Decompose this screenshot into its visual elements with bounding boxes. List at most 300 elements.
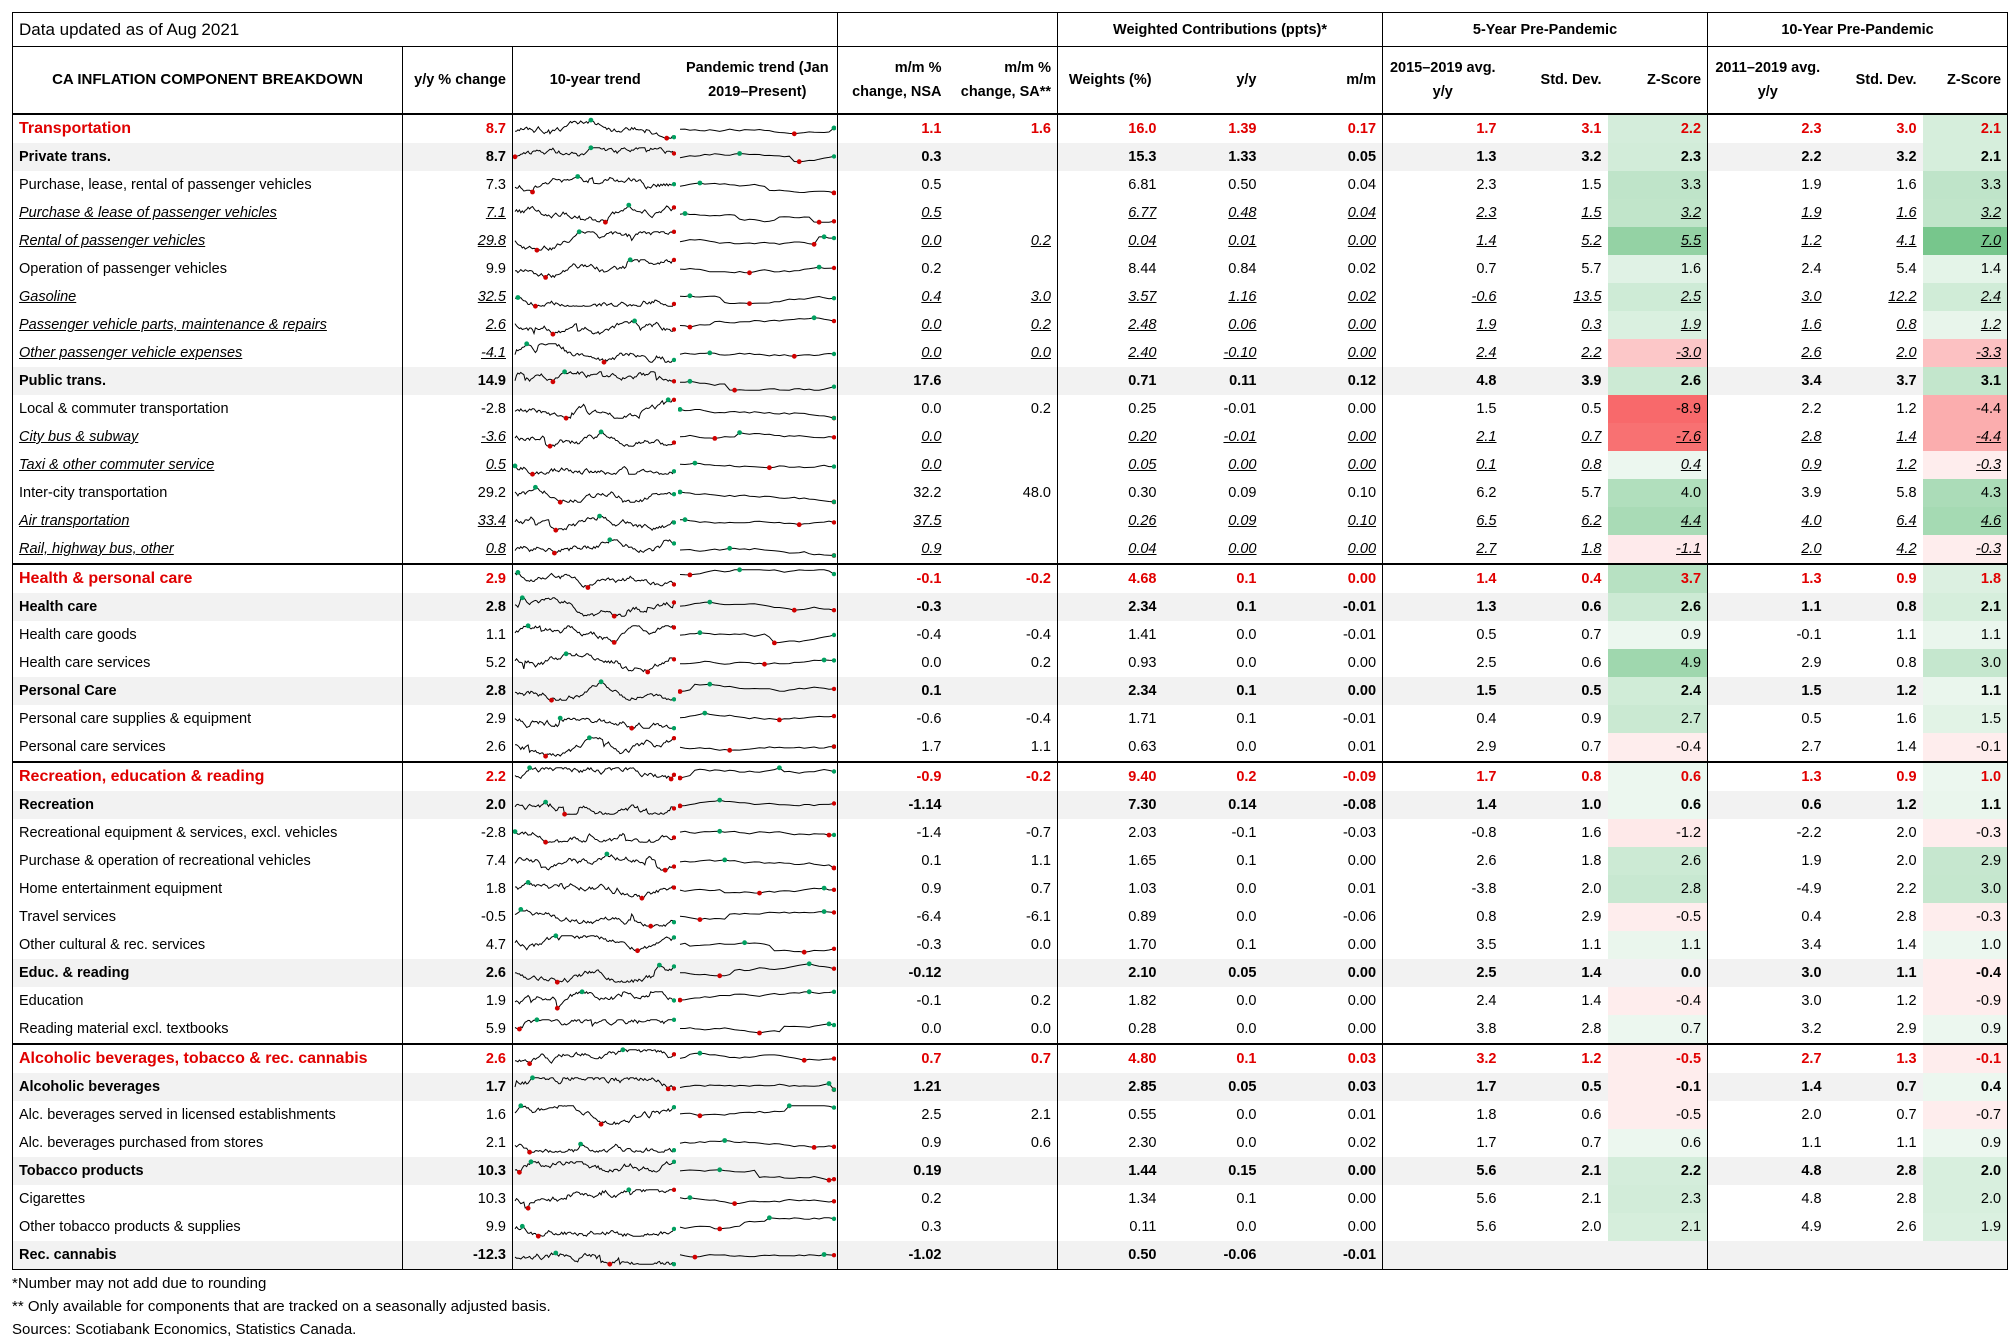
yy-change: 32.5 xyxy=(403,283,513,311)
weight: 15.3 xyxy=(1058,143,1163,171)
table-row xyxy=(13,227,2008,255)
z-score-10y: -3.3 xyxy=(1923,339,2008,367)
avg-10y: 0.9 xyxy=(1801,457,1822,473)
mm-sa: 0.2 xyxy=(948,395,1058,423)
z-score-10y: 7.0 xyxy=(1923,227,2008,255)
ten-year-trend xyxy=(513,649,678,677)
table-row xyxy=(13,114,2008,143)
mm-sa: 0.0 xyxy=(948,931,1058,959)
pandemic-trend xyxy=(678,1129,838,1157)
weighted-contributions-header: Weighted Contributions (ppts)* xyxy=(1058,13,1383,47)
table-row xyxy=(13,479,2008,507)
pandemic-trend xyxy=(678,677,838,705)
z-score-5y: 1.1 xyxy=(1608,931,1708,959)
z-score-10y: 3.0 xyxy=(1923,875,2008,903)
avg-5y: 2.5 xyxy=(1383,959,1503,987)
std-5y: 2.9 xyxy=(1581,909,1602,925)
z-score-5y: -0.5 xyxy=(1608,1044,1708,1073)
mm-nsa: 0.5 xyxy=(921,205,942,221)
contrib-mm: 0.03 xyxy=(1263,1044,1383,1073)
component-name: Other passenger vehicle expenses xyxy=(13,339,403,367)
ten-year-trend xyxy=(513,311,678,339)
z-score-5y: 2.2 xyxy=(1608,114,1708,143)
yy-change: 2.6 xyxy=(403,959,513,987)
avg-10y: 3.2 xyxy=(1801,1021,1822,1037)
weight: 1.65 xyxy=(1128,853,1157,869)
std-5y: 13.5 xyxy=(1573,289,1602,305)
avg-5y: 1.8 xyxy=(1476,1107,1497,1123)
mm-nsa: -0.3 xyxy=(916,937,942,953)
contrib-mm: 0.01 xyxy=(1263,733,1383,762)
std-10y: 0.8 xyxy=(1896,317,1917,333)
mm-nsa: 0.0 xyxy=(921,317,942,333)
z-score-5y: 2.6 xyxy=(1608,367,1708,395)
avg-10y: 1.4 xyxy=(1708,1073,1828,1101)
z-score-5y: 3.7 xyxy=(1608,564,1708,593)
weight: 0.04 xyxy=(1128,541,1157,557)
pandemic-trend xyxy=(678,171,838,199)
ten-year-trend xyxy=(513,762,678,791)
std-10y: 4.2 xyxy=(1896,541,1917,557)
component-name: Alc. beverages purchased from stores xyxy=(13,1129,403,1157)
contrib-mm: 0.04 xyxy=(1263,171,1383,199)
table-row xyxy=(13,819,2008,847)
std-10y: 3.2 xyxy=(1828,143,1923,171)
avg-10y: 1.9 xyxy=(1801,205,1822,221)
std-5y: 1.5 xyxy=(1581,177,1602,193)
ten-year-trend xyxy=(513,564,678,593)
component-name: Private trans. xyxy=(13,143,403,171)
contrib-yy: 0.14 xyxy=(1163,791,1263,819)
contrib-yy: 1.39 xyxy=(1228,121,1257,137)
mm-sa xyxy=(948,171,1058,199)
avg-10y: 3.0 xyxy=(1801,993,1822,1009)
std-10y: 1.2 xyxy=(1828,791,1923,819)
contrib-mm: -0.01 xyxy=(1263,1241,1383,1270)
mm-nsa: -0.3 xyxy=(838,593,948,621)
contrib-mm: 0.00 xyxy=(1263,311,1383,339)
table-row xyxy=(13,621,2008,649)
std-5y: 5.7 xyxy=(1581,485,1602,501)
mm-nsa: -1.02 xyxy=(838,1241,948,1270)
std-10y: 2.8 xyxy=(1896,1191,1917,1207)
std-5y: 0.6 xyxy=(1581,1107,1602,1123)
mm-sa: -0.2 xyxy=(948,762,1058,791)
ten-year-trend xyxy=(513,705,678,733)
pandemic-trend xyxy=(678,931,838,959)
avg-5y: 1.7 xyxy=(1383,762,1503,791)
pandemic-trend xyxy=(678,1044,838,1073)
std-5y: 0.5 xyxy=(1503,677,1608,705)
pandemic-trend xyxy=(678,283,838,311)
std-10y xyxy=(1828,1241,1923,1270)
weight: 0.30 xyxy=(1128,485,1157,501)
std-5y: 6.2 xyxy=(1581,513,1602,529)
mm-nsa: -0.1 xyxy=(838,564,948,593)
std-10y: 2.0 xyxy=(1896,345,1917,361)
weight: 4.68 xyxy=(1058,564,1163,593)
yy-change: 9.9 xyxy=(403,1213,513,1241)
std-5y: 2.8 xyxy=(1581,1021,1602,1037)
avg-5y: 0.5 xyxy=(1476,627,1497,643)
component-header: CA INFLATION COMPONENT BREAKDOWN xyxy=(13,47,403,115)
ten-year-trend xyxy=(513,227,678,255)
avg-10y: 1.2 xyxy=(1801,233,1822,249)
avg-10y: -4.9 xyxy=(1796,881,1822,897)
weight: 2.03 xyxy=(1128,825,1157,841)
table-row xyxy=(13,451,2008,479)
yy-change: 1.1 xyxy=(403,621,513,649)
std-5y: 1.4 xyxy=(1503,959,1608,987)
mm-nsa: 2.5 xyxy=(921,1107,942,1123)
pandemic-trend xyxy=(678,1073,838,1101)
z-score-5y: 0.0 xyxy=(1608,959,1708,987)
z-score-10y: 4.3 xyxy=(1923,479,2008,507)
ten-year-trend xyxy=(513,507,678,535)
yy-change: -0.5 xyxy=(403,903,513,931)
z-score-10y: -0.1 xyxy=(1923,1044,2008,1073)
ten-year-trend xyxy=(513,1185,678,1213)
table-row xyxy=(13,931,2008,959)
contrib-mm: 0.00 xyxy=(1263,227,1383,255)
weight: 2.34 xyxy=(1058,593,1163,621)
pandemic-trend xyxy=(678,1213,838,1241)
z-score-10y: -4.4 xyxy=(1923,395,2008,423)
std-10y: 2.6 xyxy=(1896,1219,1917,1235)
avg-5y: 1.7 xyxy=(1476,121,1497,137)
avg-10y: 1.6 xyxy=(1801,317,1822,333)
weight: 0.05 xyxy=(1128,457,1157,473)
ten-year-trend xyxy=(513,479,678,507)
z-score-10y: 1.8 xyxy=(1923,564,2008,593)
mm-sa xyxy=(948,255,1058,283)
z-score-10y: 2.1 xyxy=(1923,114,2008,143)
contrib-mm: 0.00 xyxy=(1263,564,1383,593)
avg-5y: 1.7 xyxy=(1476,1135,1497,1151)
contrib-mm: -0.01 xyxy=(1263,593,1383,621)
yy-change: 2.8 xyxy=(403,593,513,621)
z-score-5y: -0.4 xyxy=(1608,987,1708,1015)
std-10y: 1.2 xyxy=(1828,677,1923,705)
component-name: Recreation, education & reading xyxy=(13,762,403,791)
z-score-10y: 2.9 xyxy=(1923,847,2008,875)
std-10y: 1.2 xyxy=(1896,401,1917,417)
ten-year-trend xyxy=(513,1073,678,1101)
mm-nsa: 0.7 xyxy=(838,1044,948,1073)
mm-nsa: -0.12 xyxy=(838,959,948,987)
pandemic-trend xyxy=(678,847,838,875)
std-5y: 0.9 xyxy=(1581,711,1602,727)
z-score-10y: -0.4 xyxy=(1923,959,2008,987)
avg-10y: 4.8 xyxy=(1708,1157,1828,1185)
mm-sa: -0.7 xyxy=(948,819,1058,847)
pandemic-trend xyxy=(678,762,838,791)
avg-10y: 2.0 xyxy=(1801,541,1822,557)
mm-sa: 0.2 xyxy=(948,311,1058,339)
contrib-mm: 0.00 xyxy=(1263,1185,1383,1213)
pandemic-trend xyxy=(678,367,838,395)
mm-sa xyxy=(948,199,1058,227)
contrib-yy: 0.0 xyxy=(1236,1107,1257,1123)
ten-year-trend xyxy=(513,339,678,367)
weight: 2.48 xyxy=(1128,317,1157,333)
z-score-5y: 0.7 xyxy=(1608,1015,1708,1044)
z-score-5y: 1.9 xyxy=(1608,311,1708,339)
contrib-yy: -0.06 xyxy=(1163,1241,1263,1270)
pandemic-trend xyxy=(678,507,838,535)
weight: 7.30 xyxy=(1058,791,1163,819)
avg-5y: 4.8 xyxy=(1383,367,1503,395)
component-name: Rental of passenger vehicles xyxy=(13,227,403,255)
mm-sa xyxy=(948,1185,1058,1213)
table-row xyxy=(13,395,2008,423)
ten-year-trend-header: 10-year trend xyxy=(549,72,641,88)
avg-10y: 1.9 xyxy=(1801,177,1822,193)
component-name: Personal care supplies & equipment xyxy=(13,705,403,733)
std-5y: 0.7 xyxy=(1581,627,1602,643)
avg-5y: 0.8 xyxy=(1476,909,1497,925)
weight: 16.0 xyxy=(1128,121,1157,137)
component-name: Cigarettes xyxy=(13,1185,403,1213)
contrib-yy: 0.00 xyxy=(1228,541,1257,557)
yy-change: 1.8 xyxy=(403,875,513,903)
component-name: Recreational equipment & services, excl. vehicles xyxy=(13,819,403,847)
mm-nsa: -1.14 xyxy=(838,791,948,819)
mm-sa xyxy=(948,535,1058,564)
table-row xyxy=(13,423,2008,451)
std-10y: 2.9 xyxy=(1896,1021,1917,1037)
contrib-mm: -0.01 xyxy=(1263,621,1383,649)
component-name: Recreation xyxy=(13,791,403,819)
std-10y: 2.0 xyxy=(1896,825,1917,841)
avg-5y: 0.1 xyxy=(1476,457,1497,473)
z-score-10y: -0.9 xyxy=(1923,987,2008,1015)
ten-year-trend xyxy=(513,395,678,423)
avg-5y: 2.6 xyxy=(1476,853,1497,869)
pandemic-trend xyxy=(678,143,838,171)
yy-change: 2.2 xyxy=(403,762,513,791)
mm-nsa: 0.0 xyxy=(921,457,942,473)
mm-nsa: -0.9 xyxy=(838,762,948,791)
contrib-mm: 0.00 xyxy=(1263,987,1383,1015)
avg-5y: 2.7 xyxy=(1476,541,1497,557)
component-name: Home entertainment equipment xyxy=(13,875,403,903)
yy-change: 1.9 xyxy=(403,987,513,1015)
yy-change: 2.0 xyxy=(403,791,513,819)
z-score-5y: 0.9 xyxy=(1608,621,1708,649)
std-10y: 12.2 xyxy=(1888,289,1917,305)
avg-5y: 1.4 xyxy=(1383,791,1503,819)
yy-change: 8.7 xyxy=(403,114,513,143)
ten-year-trend xyxy=(513,875,678,903)
avg-5y: 1.9 xyxy=(1476,317,1497,333)
component-name: Gasoline xyxy=(13,283,403,311)
table-row xyxy=(13,1015,2008,1044)
ten-year-trend xyxy=(513,1241,678,1270)
avg-5y: 2.3 xyxy=(1476,205,1497,221)
std-10y: 4.1 xyxy=(1896,233,1917,249)
mm-sa xyxy=(948,677,1058,705)
avg-5y: 1.7 xyxy=(1383,1073,1503,1101)
avg-5y: -3.8 xyxy=(1471,881,1497,897)
table-row xyxy=(13,959,2008,987)
z-score-10y: 1.0 xyxy=(1923,931,2008,959)
contrib-yy: 0.00 xyxy=(1228,457,1257,473)
z-score-10y: -0.3 xyxy=(1923,819,2008,847)
ten-year-trend xyxy=(513,1213,678,1241)
mm-nsa: 0.3 xyxy=(921,1219,942,1235)
contrib-yy: 0.1 xyxy=(1236,711,1257,727)
footnote-rounding: *Number may not add due to rounding xyxy=(12,1275,267,1292)
std-5y: 0.7 xyxy=(1581,1135,1602,1151)
z-score-5y: 2.3 xyxy=(1608,143,1708,171)
contrib-yy: 0.11 xyxy=(1163,367,1263,395)
contrib-yy: 0.0 xyxy=(1236,909,1257,925)
std-10y: 2.0 xyxy=(1896,853,1917,869)
avg-5y: 6.5 xyxy=(1476,513,1497,529)
avg-5y: 5.6 xyxy=(1476,1191,1497,1207)
mm-nsa: 0.9 xyxy=(921,541,942,557)
avg-10y: 2.4 xyxy=(1801,261,1822,277)
z-score-10y: 2.1 xyxy=(1923,143,2008,171)
contrib-yy: 0.1 xyxy=(1163,593,1263,621)
component-name: Purchase & lease of passenger vehicles xyxy=(13,199,403,227)
avg-5y: 0.7 xyxy=(1476,261,1497,277)
footnotes xyxy=(12,1272,2007,1341)
avg-10y: 2.2 xyxy=(1801,401,1822,417)
contrib-yy: 0.0 xyxy=(1236,1219,1257,1235)
mm-sa xyxy=(948,1157,1058,1185)
avg-5y: 2.9 xyxy=(1476,739,1497,755)
avg-10y: -2.2 xyxy=(1796,825,1822,841)
avg-5y: 2.4 xyxy=(1476,993,1497,1009)
avg-10y: 4.9 xyxy=(1801,1219,1822,1235)
contrib-mm: 0.00 xyxy=(1263,395,1383,423)
contrib-yy: -0.01 xyxy=(1223,429,1257,445)
contrib-mm: 0.05 xyxy=(1263,143,1383,171)
weight: 2.10 xyxy=(1058,959,1163,987)
contrib-mm: -0.06 xyxy=(1263,903,1383,931)
ten-year-trend xyxy=(513,1157,678,1185)
avg-10y: 1.3 xyxy=(1708,564,1828,593)
std-5y xyxy=(1503,1241,1608,1270)
mm-sa: -0.4 xyxy=(948,621,1058,649)
contrib-mm: 0.03 xyxy=(1263,1073,1383,1101)
avg-10y: 4.8 xyxy=(1801,1191,1822,1207)
std-5y: 3.1 xyxy=(1581,121,1602,137)
mm-nsa: 1.21 xyxy=(838,1073,948,1101)
z-score-5y: -8.9 xyxy=(1608,395,1708,423)
std-5y: 0.5 xyxy=(1581,401,1602,417)
component-name: Health & personal care xyxy=(13,564,403,593)
mm-sa xyxy=(948,1213,1058,1241)
contrib-yy: 0.1 xyxy=(1236,1191,1257,1207)
mm-sa: 0.7 xyxy=(948,1044,1058,1073)
contrib-yy: 0.1 xyxy=(1163,564,1263,593)
std-10y: 0.9 xyxy=(1828,762,1923,791)
z-score-10y: 2.4 xyxy=(1923,283,2008,311)
component-name: Travel services xyxy=(13,903,403,931)
std-5y-header: Std. Dev. xyxy=(1540,72,1602,88)
mm-nsa: -0.6 xyxy=(916,711,942,727)
avg-5y-header: 2015–2019 avg. y/y xyxy=(1389,60,1496,100)
table-row xyxy=(13,677,2008,705)
avg-5y: 1.4 xyxy=(1383,564,1503,593)
contrib-yy: 0.84 xyxy=(1228,261,1257,277)
component-name: Reading material excl. textbooks xyxy=(13,1015,403,1044)
contrib-yy: 0.0 xyxy=(1236,881,1257,897)
z-score-10y: 1.9 xyxy=(1923,1213,2008,1241)
std-10y: 1.4 xyxy=(1896,429,1917,445)
avg-5y: 2.3 xyxy=(1476,177,1497,193)
mm-nsa: 0.1 xyxy=(921,853,942,869)
weight: 0.93 xyxy=(1128,655,1157,671)
avg-10y: 1.1 xyxy=(1801,1135,1822,1151)
weight: 1.41 xyxy=(1128,627,1157,643)
avg-10y: -0.1 xyxy=(1796,627,1822,643)
contrib-mm: 0.10 xyxy=(1263,507,1383,535)
z-score-10y: 3.3 xyxy=(1923,171,2008,199)
yy-change: 2.6 xyxy=(403,733,513,762)
mm-sa: 48.0 xyxy=(948,479,1058,507)
avg-5y: 0.4 xyxy=(1476,711,1497,727)
mm-nsa: 0.0 xyxy=(921,401,942,417)
weight: 0.28 xyxy=(1128,1021,1157,1037)
yy-change: 33.4 xyxy=(403,507,513,535)
avg-5y: 2.5 xyxy=(1476,655,1497,671)
weight: 0.04 xyxy=(1128,233,1157,249)
ten-year-trend xyxy=(513,931,678,959)
contrib-yy: 1.16 xyxy=(1228,289,1257,305)
weights-header: Weights (%) xyxy=(1068,72,1152,88)
yy-change: 0.8 xyxy=(403,535,513,564)
pandemic-trend xyxy=(678,621,838,649)
std-5y: 1.1 xyxy=(1581,937,1602,953)
contrib-yy: 0.0 xyxy=(1236,627,1257,643)
std-10y: 1.6 xyxy=(1896,205,1917,221)
pandemic-trend xyxy=(678,479,838,507)
contrib-mm: 0.00 xyxy=(1263,451,1383,479)
avg-5y: -0.8 xyxy=(1471,825,1497,841)
pandemic-trend-header: Pandemic trend (Jan 2019–Present) xyxy=(678,47,838,115)
avg-10y: 2.7 xyxy=(1708,1044,1828,1073)
z-score-10y: 1.2 xyxy=(1923,311,2008,339)
component-name: Purchase & operation of recreational vehicles xyxy=(13,847,403,875)
mm-sa xyxy=(948,593,1058,621)
avg-10y: 2.0 xyxy=(1801,1107,1822,1123)
avg-10y: 3.9 xyxy=(1801,485,1822,501)
z-score-5y: 2.8 xyxy=(1608,875,1708,903)
ten-year-trend xyxy=(513,1015,678,1044)
pandemic-trend xyxy=(678,339,838,367)
contrib-yy: 0.06 xyxy=(1228,317,1257,333)
z-score-10y: 1.1 xyxy=(1923,677,2008,705)
table-row xyxy=(13,593,2008,621)
yy-change: 4.7 xyxy=(403,931,513,959)
mm-sa xyxy=(948,367,1058,395)
z-score-10y: 2.0 xyxy=(1923,1185,2008,1213)
column-header-row xyxy=(13,47,2008,115)
z-score-5y: -1.2 xyxy=(1608,819,1708,847)
z-score-10y: -0.1 xyxy=(1923,733,2008,762)
mm-sa: -0.2 xyxy=(948,564,1058,593)
yy-change: 29.8 xyxy=(403,227,513,255)
contrib-mm: 0.00 xyxy=(1263,423,1383,451)
contrib-yy: 0.1 xyxy=(1236,937,1257,953)
weight: 2.30 xyxy=(1128,1135,1157,1151)
table-row xyxy=(13,367,2008,395)
ten-year-trend xyxy=(513,847,678,875)
